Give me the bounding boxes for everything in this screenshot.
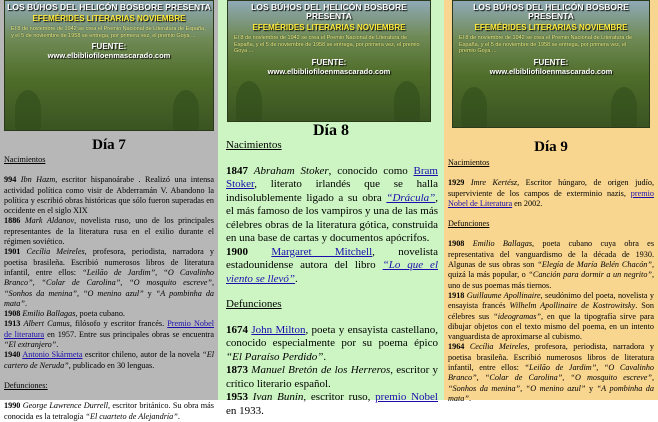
- entry-name: Imre Kertész: [470, 178, 518, 188]
- entry-works: “A pombinha da mata”: [4, 288, 215, 308]
- entry-text: , profesora, periodista, narradora y poetisa brasileña. Escribió numerosos libros de literatura infantil, entre ellos:: [4, 247, 214, 277]
- entry-text: , poeta y ensayista castellano, conocido especialmente por su poema épico: [226, 323, 439, 349]
- entry: [4, 247, 214, 309]
- nobel-link[interactable]: premio Nobel de Literatura: [448, 188, 654, 208]
- entry-text: , poeta cubano cuya obra es representativa del vanguardismo de la década de 1930. Algunas de sus obras son: [448, 239, 655, 270]
- work-link[interactable]: “Drácula”: [386, 191, 436, 204]
- entry-text: , en que la tipografía sirve para dibujar objetos con el texto mismo del poema, en un intento vanguardista de aproximarse al cubismo.: [448, 311, 654, 342]
- banner-url: www.elbibliofiloenmascarado.com: [47, 51, 171, 60]
- banner-url: www.elbibliofiloenmascarado.com: [267, 66, 391, 76]
- banner-subtitle: EFEMÉRIDES LITERARIAS NOVIEMBRE: [252, 23, 406, 32]
- entry-text: , escritor británico. Su obra más conocida es la tetralogía: [4, 401, 214, 421]
- entry-name: Mark Aldanov: [24, 216, 75, 226]
- entry-text: , escritor ruso,: [303, 391, 376, 403]
- entry: [448, 239, 654, 290]
- entry-works: “Leilão de Jardim”, “O Cavalinho Branco”, “Colar de Carolina”, “O mosquito escreve”, “Sonhos da menina”, “O menino azul”: [448, 363, 655, 393]
- banner-title: LOS BÚHOS DEL HELICÓN BOSBORE PRESENTA: [473, 2, 629, 21]
- entry-text: .: [177, 411, 180, 421]
- entry-text: .: [24, 298, 27, 308]
- entry-text: , Escritor húngaro, de origen judío, superviviente de los campos de exterminio nazis,: [448, 178, 655, 198]
- banner-title: LOS BÚHOS DEL HELICÓN BOSBORE PRESENTA: [251, 2, 407, 21]
- entry-text: en 1933.: [226, 404, 264, 417]
- entry-year: 1886: [4, 216, 21, 226]
- banner-image: [227, 0, 431, 122]
- entry-work: “Canción para dormir a un negrito”: [528, 270, 652, 280]
- section-deaths: Defunciones: [226, 298, 282, 310]
- entry-year: 1964: [448, 342, 465, 352]
- author-link[interactable]: Bram Stoker: [226, 164, 438, 190]
- entry: [448, 342, 654, 404]
- entry: [4, 216, 214, 247]
- banner-body: El 8 de noviembre de 1942 se crea el Premio Nacional de Literatura de España, y el 5 de noviembre de 1958 se entrega, por primera vez, el premio Goya ...: [459, 35, 633, 54]
- entry-name: Cecília Meireles: [469, 342, 528, 352]
- work-link[interactable]: “Lo que el viento se llevó”: [226, 259, 438, 285]
- entry-text: , conocido como: [328, 164, 414, 177]
- entry-text: en 2002.: [512, 198, 543, 208]
- entry-work: “Elegía de María Belén Chacón”: [537, 260, 652, 270]
- entry: [4, 319, 214, 350]
- section-deaths: Defunciones: [448, 219, 490, 229]
- entry-name: Manuel Bretón de los Herreros: [251, 364, 391, 376]
- entry: [448, 178, 654, 209]
- entry-work: “El cuarteto de Alejandría”: [85, 411, 178, 421]
- entry-text: y: [143, 288, 156, 298]
- entries: [4, 155, 214, 422]
- entry-text: .: [56, 340, 59, 350]
- entry-text: escritor chileno, autor de la novela: [82, 350, 203, 360]
- entry-year: 1953: [226, 391, 248, 403]
- entry-text: . Son célebres sus: [448, 301, 654, 321]
- banner-source-label: FUENTE:: [91, 42, 127, 51]
- entry-year: 1940: [4, 350, 21, 360]
- entry-text: , filósofo y escritor francés.: [69, 319, 168, 329]
- entry-text: , novelista ruso, uno de los principales representantes de la literatura rusa en el exilio durante el régimen soviético.: [4, 216, 214, 247]
- entry-text: , escritor hispanoárabe . Realizó una intensa actividad política como visir de Abderramán V. Abandono la política y escribió obras históricas que sólo fueron superadas en occidente en el siglo XIX: [4, 175, 214, 216]
- tree-shape: [173, 90, 199, 130]
- nobel-link[interactable]: Premio Nobel de literatura: [4, 319, 215, 339]
- entry-text: .: [295, 272, 298, 285]
- entry-year: 1908: [4, 309, 21, 319]
- entry-year: 994: [4, 175, 17, 185]
- entry-text: , profesora, periodista, narradora y poetisa brasileña. Escribió numerosos libros de literatura infantil, entre ellos:: [448, 342, 654, 373]
- entry-work: “El extranjero”: [4, 340, 57, 350]
- tree-shape: [461, 87, 487, 127]
- entry-text: y: [585, 383, 597, 393]
- entry: [226, 364, 438, 391]
- nobel-link[interactable]: premio Nobel: [375, 391, 438, 403]
- entry-year: 1918: [448, 290, 465, 300]
- entry-text: , quizá la más popular, o: [448, 260, 654, 280]
- entry: [226, 246, 438, 287]
- banner-body: El 8 de noviembre de 1942 se crea el Premio Nacional de Literatura de España, y el 5 de noviembre de 1958 se entrega, por primera vez, el premio Goya ...: [234, 35, 420, 54]
- banner-subtitle: EFEMÉRIDES LITERARIAS NOVIEMBRE: [474, 23, 628, 32]
- entry-name: Guillaume Apollinaire: [466, 290, 541, 300]
- tree-shape: [236, 81, 262, 121]
- entry: [226, 391, 438, 418]
- entry-year: 1900: [226, 245, 248, 258]
- entry: [4, 350, 214, 371]
- section-births: Nacimientos: [226, 139, 282, 151]
- tree-shape: [394, 81, 420, 121]
- entry-text: , uno de sus poemas más tiernos.: [448, 270, 655, 290]
- day-heading: Día 8: [313, 122, 349, 139]
- section-births: Nacimientos: [448, 158, 490, 167]
- day-heading: Día 9: [534, 139, 568, 155]
- day-heading: Día 7: [92, 137, 126, 153]
- entry-text: , poeta cubano.: [75, 309, 125, 319]
- entry-name: George Lawrence Durrell: [22, 401, 108, 411]
- author-link[interactable]: John Milton: [251, 323, 306, 336]
- entry-year: 1990: [4, 401, 21, 411]
- entry-year: 1929: [448, 178, 465, 188]
- column-day-9: [444, 0, 658, 403]
- entry-text: , novelista estadounidense autora del libro: [226, 245, 439, 271]
- section-births: Nacimientos: [4, 155, 46, 164]
- tree-shape: [15, 90, 41, 130]
- entry-text: en 1957. Entre sus principales obras se encuentra: [44, 329, 215, 339]
- column-day-7: [0, 0, 218, 421]
- entry-year: 1908: [448, 239, 465, 249]
- entry-name: Albert Camus: [23, 319, 70, 329]
- section-deaths: Defunciones:: [4, 380, 48, 390]
- entry-year: 1901: [4, 247, 21, 257]
- entry-works: “Leilão de Jardim”, “O Cavalinho Branco”, “Colar de Carolina”, “O mosquito escreve”, “Sonhos da menina”, “O menino azul”: [4, 267, 215, 298]
- entry-year: 1873: [226, 364, 248, 376]
- entry-name: Cecília Meireles: [26, 247, 85, 257]
- entries: [226, 139, 438, 418]
- entry-text: , literato irlandés que se halla indisolublemente ligado a su obra: [226, 178, 438, 204]
- entry-year: 1847: [226, 164, 248, 177]
- entry: [448, 291, 654, 342]
- entry-year: 1913: [4, 319, 21, 329]
- entry-name: Emilio Ballagas: [472, 239, 533, 249]
- entries: [448, 158, 654, 404]
- entry-work: “El cartero de Neruda”: [4, 350, 214, 370]
- entry-name: Ivan Bunin: [252, 391, 304, 403]
- entry: [4, 175, 214, 216]
- entry-year: 1674: [226, 323, 248, 336]
- entry-work: “El Paraíso Perdido”: [226, 350, 324, 363]
- entry-text: .: [323, 350, 327, 363]
- banner-source-label: FUENTE:: [311, 57, 347, 67]
- entry-name: Ibn Hazm: [20, 175, 56, 185]
- entry: [226, 165, 438, 246]
- author-link[interactable]: Antonio Skármeta: [22, 350, 83, 360]
- column-day-8: [218, 0, 444, 417]
- entry-text: , escritor y crítico literario español.: [226, 364, 439, 390]
- entry: [4, 309, 214, 319]
- entry-text: , publicado en 30 lenguas.: [68, 360, 155, 370]
- entry: [4, 401, 214, 422]
- entry-text: .: [468, 393, 471, 403]
- banner-title: LOS BÚHOS DEL HELICÓN BOSBORE PRESENTA: [7, 2, 211, 12]
- banner-url: www.elbibliofiloenmascarado.com: [489, 66, 613, 76]
- banner-source-label: FUENTE:: [533, 57, 569, 67]
- entry-text: , seudónimo del poeta, novelista y ensayista francés: [448, 290, 654, 311]
- entry-name: Abraham Stoker: [253, 164, 329, 177]
- entry-name: Wilhelm Apollinaire de Kostrowitsky: [509, 301, 636, 311]
- banner-subtitle: EFEMÉRIDES LITERARIAS NOVIEMBRE: [32, 14, 186, 23]
- banner-image: [4, 0, 214, 131]
- entry: [226, 324, 438, 365]
- entry-name: Emilio Ballagas: [22, 309, 76, 319]
- tree-shape: [611, 87, 637, 127]
- entry-works: “A pombinha da mata”: [448, 383, 654, 403]
- banner-image: [452, 0, 650, 128]
- entry-work: “ideogramas”: [493, 311, 541, 321]
- author-link[interactable]: Margaret Mitchell: [271, 245, 373, 258]
- entry-text: , el más famoso de los vampiros y una de las más célebres obras de la literatura gótica, construida en una base de cartas y documentos apócrifos.: [226, 191, 438, 244]
- banner-body: El 8 de noviembre de 1942 se crea el Premio Nacional de Literatura de España, y el 5 de noviembre de 1958 se entrega, por primera vez, el premio Goya ...: [11, 26, 206, 39]
